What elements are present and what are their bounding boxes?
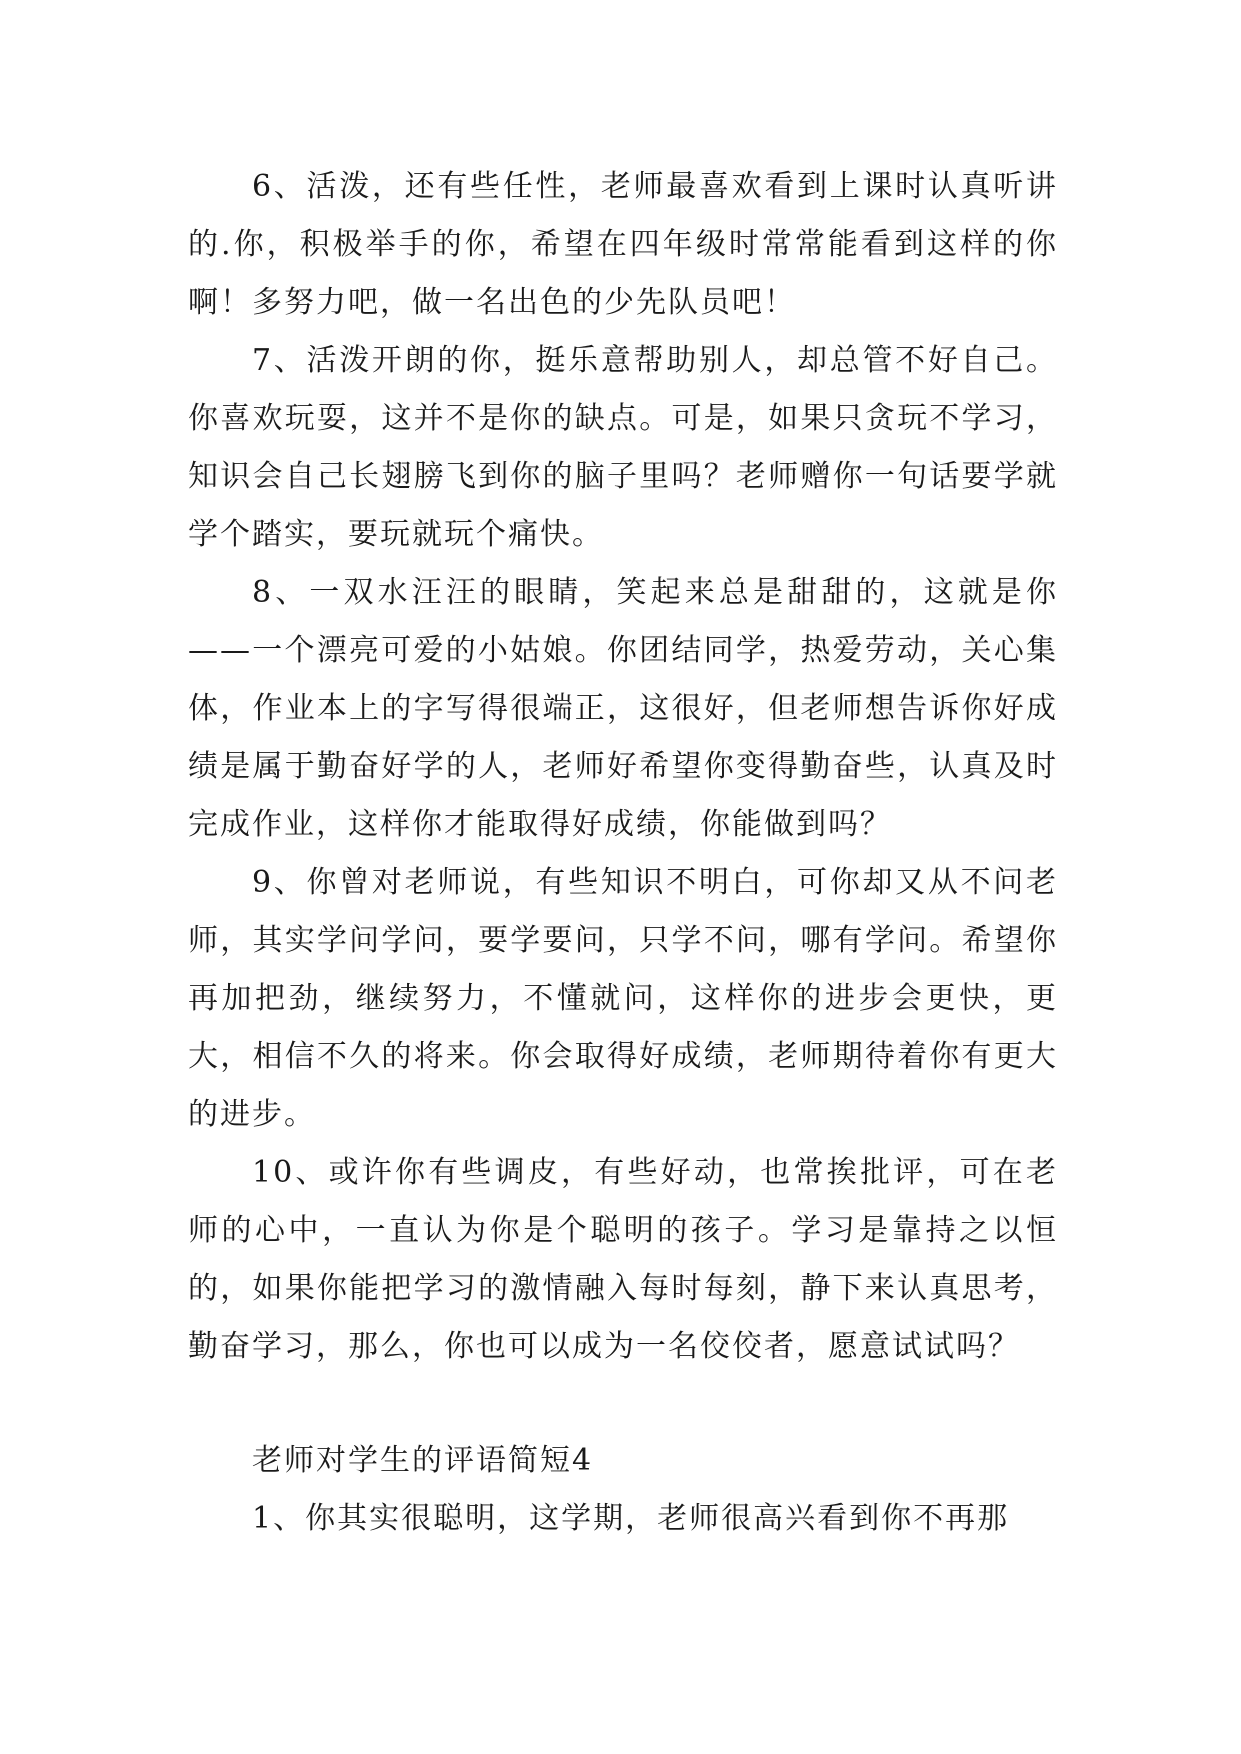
paragraph-6: 6、活泼，还有些任性，老师最喜欢看到上课时认真听讲的.你，积极举手的你，希望在四年级时常常能看到这样的你啊！多努力吧，做一名出色的少先队员吧！	[188, 169, 1058, 320]
paragraph-10: 10、或许你有些调皮，有些好动，也常挨批评，可在老师的心中，一直认为你是个聪明的孩子。学习是靠持之以恒的，如果你能把学习的激情融入每时每刻，静下来认真思考，勤奋学习，那么，你也可以成为一名佼佼者，愿意试试吗？	[188, 1155, 1058, 1364]
section-heading: 老师对学生的评语简短4	[252, 1443, 594, 1478]
paragraph-9: 9、你曾对老师说，有些知识不明白，可你却又从不问老师，其实学问学问，要学要问，只学不问，哪有学问。希望你再加把劲，继续努力，不懂就问，这样你的进步会更快，更大，相信不久的将来。你会取得好成绩，老师期待着你有更大的进步。	[188, 865, 1058, 1132]
paragraph-1: 1、你其实很聪明，这学期，老师很高兴看到你不再那	[252, 1501, 1010, 1536]
paragraph-7: 7、活泼开朗的你，挺乐意帮助别人，却总管不好自己。你喜欢玩耍，这并不是你的缺点。可是，如果只贪玩不学习，知识会自己长翅膀飞到你的脑子里吗？老师赠你一句话要学就学个踏实，要玩就玩个痛快。	[188, 343, 1058, 552]
paragraph-8: 8、一双水汪汪的眼睛，笑起来总是甜甜的，这就是你——一个漂亮可爱的小姑娘。你团结同学，热爱劳动，关心集体，作业本上的字写得很端正，这很好，但老师想告诉你好成绩是属于勤奋好学的人，老师好希望你变得勤奋些，认真及时完成作业，这样你才能取得好成绩，你能做到吗？	[188, 575, 1058, 842]
document-body	[188, 158, 1058, 1548]
